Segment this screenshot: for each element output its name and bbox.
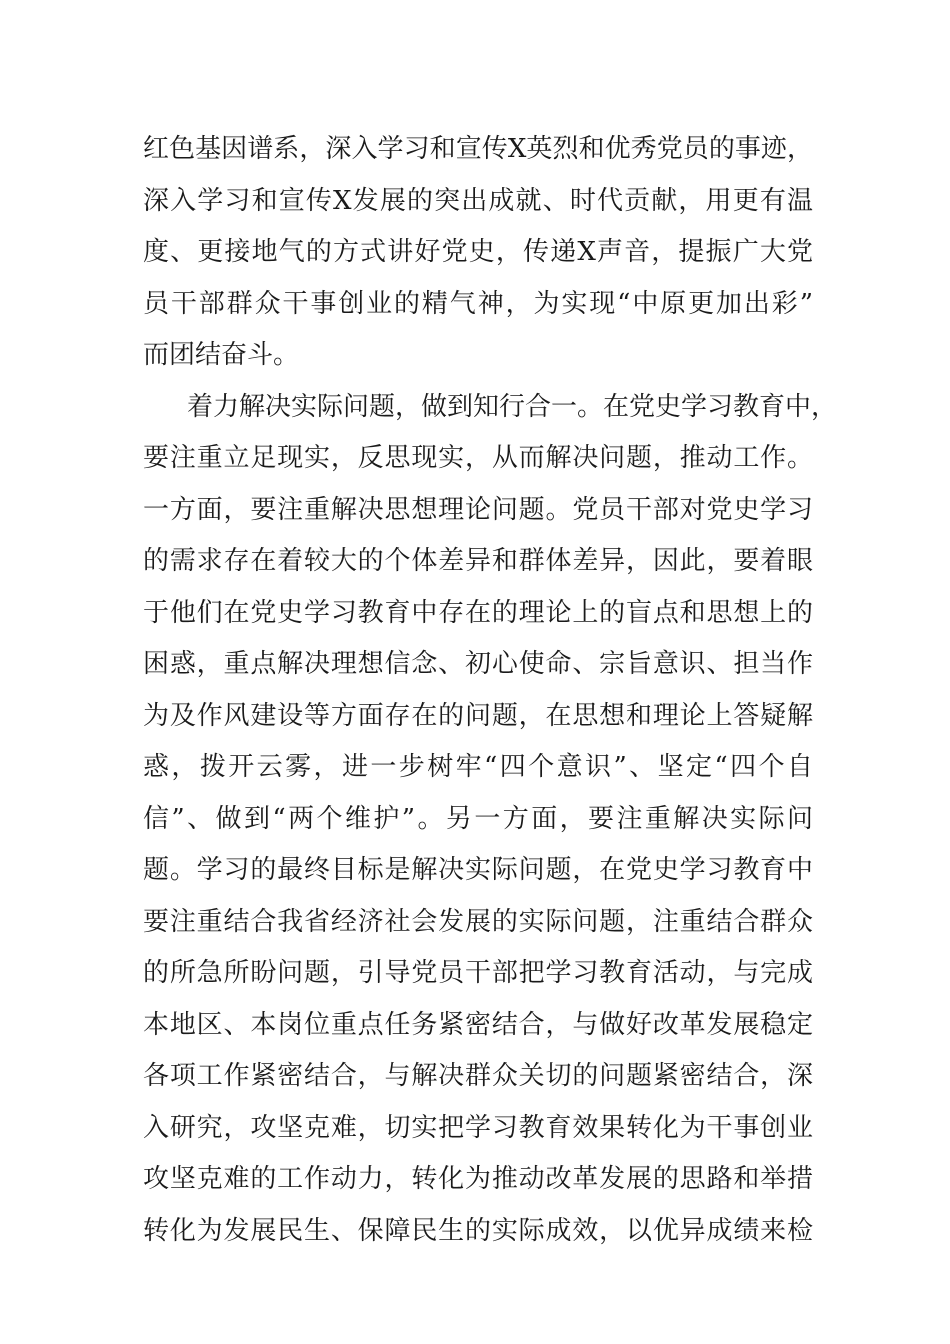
text-line: 深入学习和宣传X发展的突出成就、时代贡献，用更有温: [143, 185, 813, 216]
text-line: 惑，拨开云雾，进一步树牢“四个意识”、坚定“四个自: [143, 752, 813, 782]
text-line: 的所急所盼问题，引导党员干部把学习教育活动，与完成: [143, 958, 813, 988]
text-line: 的需求存在着较大的个体差异和群体差异，因此，要着眼: [143, 546, 813, 576]
text-line: 一方面，要注重解决思想理论问题。党员干部对党史学习: [143, 494, 813, 525]
text-line: 而团结奋斗。: [143, 340, 300, 370]
text-line: 要注重立足现实，反思现实，从而解决问题，推动工作。: [143, 443, 813, 473]
text-line: 转化为发展民生、保障民生的实际成效，以优异成绩来检: [143, 1215, 813, 1246]
text-line: 攻坚克难的工作动力，转化为推动改革发展的思路和举措: [143, 1164, 813, 1194]
text-line: 着力解决实际问题，做到知行合一。在党史学习教育中，: [187, 391, 838, 422]
text-line: 红色基因谱系，深入学习和宣传X英烈和优秀党员的事迹，: [143, 134, 813, 164]
text-line: 各项工作紧密结合，与解决群众关切的问题紧密结合，深: [143, 1061, 813, 1091]
text-line: 度、更接地气的方式讲好党史，传递X声音，提振广大党: [143, 237, 813, 267]
body-text: [143, 124, 838, 1257]
text-line: 困惑，重点解决理想信念、初心使命、宗旨意识、担当作: [143, 649, 813, 679]
text-line: 为及作风建设等方面存在的问题，在思想和理论上答疑解: [143, 700, 813, 731]
text-line: 入研究，攻坚克难，切实把学习教育效果转化为干事创业: [143, 1112, 813, 1143]
text-line: 于他们在党史学习教育中存在的理论上的盲点和思想上的: [143, 597, 813, 628]
text-line: 题。学习的最终目标是解决实际问题，在党史学习教育中: [143, 855, 813, 885]
text-line: 要注重结合我省经济社会发展的实际问题，注重结合群众: [143, 906, 813, 937]
text-line: 信”、做到“两个维护”。另一方面，要注重解决实际问: [143, 803, 813, 834]
text-line: 员干部群众干事创业的精气神，为实现“中原更加出彩”: [143, 288, 813, 319]
text-line: 本地区、本岗位重点任务紧密结合，与做好改革发展稳定: [143, 1009, 813, 1040]
